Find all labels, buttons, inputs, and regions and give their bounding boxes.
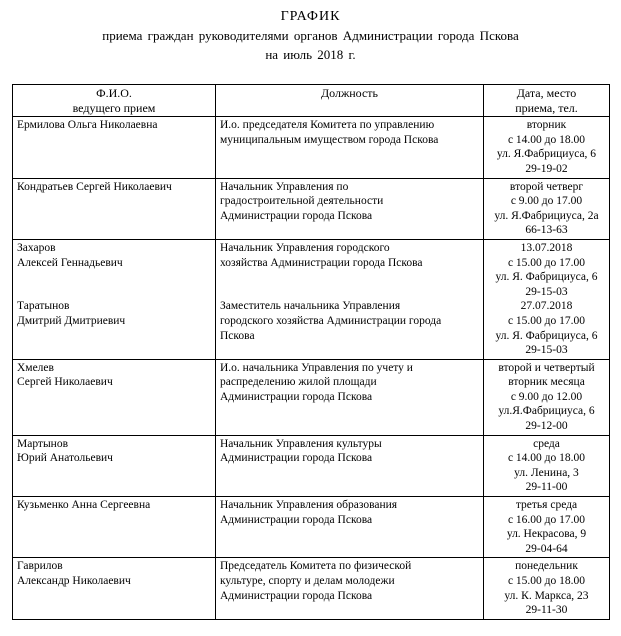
cell-contact	[484, 435, 610, 496]
cell-line: 29-15-03	[525, 344, 568, 357]
cell-contact	[484, 178, 610, 239]
cell-line: Начальник Управления городского	[220, 241, 390, 254]
cell-line: 66-13-63	[525, 224, 568, 237]
cell-line: городского хозяйства Администрации города	[220, 314, 442, 327]
cell-line: третья среда	[515, 499, 578, 512]
cell-position	[216, 558, 484, 619]
cell-line: Начальник Управления образования	[220, 499, 398, 512]
cell-contact	[484, 497, 610, 558]
cell-line: 27.07.2018	[520, 300, 573, 313]
cell-line: Администрации города Пскова	[220, 452, 373, 465]
document-title: ГРАФИК	[280, 9, 341, 24]
cell-line: Захаров	[17, 241, 56, 254]
cell-line: Администрации города Пскова	[220, 209, 373, 222]
cell-line: понедельник	[515, 560, 578, 573]
cell-line: с 15.00 до 18.00	[507, 575, 586, 587]
cell-line: Кондратьев Сергей Николаевич	[17, 180, 172, 193]
schedule-body	[13, 117, 610, 620]
cell-name	[13, 178, 216, 239]
cell-name	[13, 558, 216, 619]
cell-line: Администрации города Пскова	[220, 390, 373, 403]
cell-name	[13, 497, 216, 558]
cell-line: вторник	[526, 119, 567, 132]
cell-position	[216, 435, 484, 496]
cell-line: культуре, спорту и делам молодежи	[220, 575, 395, 587]
cell-name	[13, 239, 216, 359]
cell-spacer	[220, 270, 479, 285]
table-row	[13, 435, 610, 496]
cell-line: Таратынов	[17, 300, 70, 313]
table-row	[13, 117, 610, 178]
cell-line: второй четверг	[509, 180, 584, 193]
cell-contact	[484, 117, 610, 178]
cell-position	[216, 239, 484, 359]
cell-line: ул. Я. Фабрициуса, 6	[495, 329, 598, 342]
cell-line: муниципальным имуществом города Пскова	[220, 133, 439, 146]
table-row	[13, 178, 610, 239]
cell-line: 29-12-00	[525, 420, 568, 433]
cell-line: Председатель Комитета по физической	[220, 560, 412, 573]
cell-line: с 15.00 до 17.00	[507, 314, 586, 327]
cell-line: Начальник Управления культуры	[220, 437, 382, 450]
cell-line: 13.07.2018	[520, 241, 573, 254]
cell-line: Сергей Николаевич	[17, 376, 113, 389]
cell-line: Кузьменко Анна Сергеевна	[17, 499, 151, 512]
cell-line: Алексей Геннадьевич	[17, 256, 123, 269]
cell-line: ул. Я.Фабрициуса, 2а	[494, 209, 599, 222]
cell-spacer	[220, 285, 479, 300]
cell-line: И.о. начальника Управления по учету и	[220, 361, 413, 374]
cell-line: 29-15-03	[525, 285, 568, 298]
cell-line: И.о. председателя Комитета по управлению	[220, 119, 435, 132]
cell-line: 29-04-64	[525, 542, 568, 555]
cell-line: Пскова	[220, 329, 255, 342]
cell-line: Администрации города Пскова	[220, 513, 373, 526]
cell-name	[13, 117, 216, 178]
cell-line: Юрий Анатольевич	[17, 452, 113, 465]
cell-line: с 14.00 до 18.00	[507, 452, 586, 465]
column-header-position: Должность	[216, 85, 484, 117]
cell-position	[216, 359, 484, 435]
document-period: на июль 2018 г.	[265, 47, 356, 62]
cell-position	[216, 497, 484, 558]
table-row	[13, 558, 610, 619]
cell-line: Гаврилов	[17, 560, 63, 573]
column-header-name: Ф.И.О. ведущего прием	[13, 85, 216, 117]
cell-contact	[484, 239, 610, 359]
cell-line: Мартынов	[17, 437, 69, 450]
cell-line: с 14.00 до 18.00	[507, 133, 586, 146]
cell-name	[13, 359, 216, 435]
cell-line: ул. Я. Фабрициуса, 6	[495, 271, 598, 284]
cell-line: Администрации города Пскова	[220, 589, 373, 602]
cell-contact	[484, 359, 610, 435]
document-subtitle: приема граждан руководителями органов Администрации города Пскова	[102, 28, 519, 43]
table-row	[13, 359, 610, 435]
cell-line: ул. Некрасова, 9	[506, 528, 587, 541]
table-row	[13, 239, 610, 359]
table-row	[13, 497, 610, 558]
cell-line: ул. Ленина, 3	[514, 466, 579, 479]
cell-line: с 9.00 до 12.00	[510, 390, 583, 403]
cell-line: градостроительной деятельности	[220, 195, 384, 208]
table-header-row	[13, 85, 610, 117]
column-header-contact: Дата, место приема, тел.	[484, 85, 610, 117]
cell-line: 29-19-02	[525, 162, 568, 175]
cell-line: с 16.00 до 17.00	[507, 513, 586, 526]
cell-line: Александр Николаевич	[17, 575, 131, 587]
cell-line: ул. Я.Фабрициуса, 6	[496, 148, 597, 161]
cell-line: Начальник Управления по	[220, 180, 349, 193]
cell-line: Ермилова Ольга Николаевна	[17, 119, 158, 132]
cell-spacer	[17, 270, 211, 285]
cell-position	[216, 178, 484, 239]
cell-line: с 9.00 до 17.00	[510, 195, 583, 208]
cell-line: ул.Я.Фабрициуса, 6	[498, 405, 595, 418]
cell-line: 29-11-30	[525, 604, 568, 617]
cell-line: второй и четвертый	[498, 361, 595, 374]
cell-name	[13, 435, 216, 496]
cell-line: 29-11-00	[525, 481, 568, 494]
cell-line: распределению жилой площади	[220, 376, 377, 389]
cell-spacer	[17, 285, 211, 300]
cell-position	[216, 117, 484, 178]
cell-line: Заместитель начальника Управления	[220, 300, 401, 313]
cell-line: с 15.00 до 17.00	[507, 256, 586, 269]
cell-line: среда	[533, 437, 560, 450]
cell-line: Хмелев	[17, 361, 54, 374]
cell-line: ул. К. Маркса, 23	[504, 589, 589, 602]
cell-contact	[484, 558, 610, 619]
cell-line: хозяйства Администрации города Пскова	[220, 256, 423, 269]
schedule-table	[12, 84, 610, 620]
cell-line: Дмитрий Дмитриевич	[17, 314, 126, 327]
document-header	[0, 8, 621, 64]
cell-line: вторник месяца	[508, 376, 585, 389]
